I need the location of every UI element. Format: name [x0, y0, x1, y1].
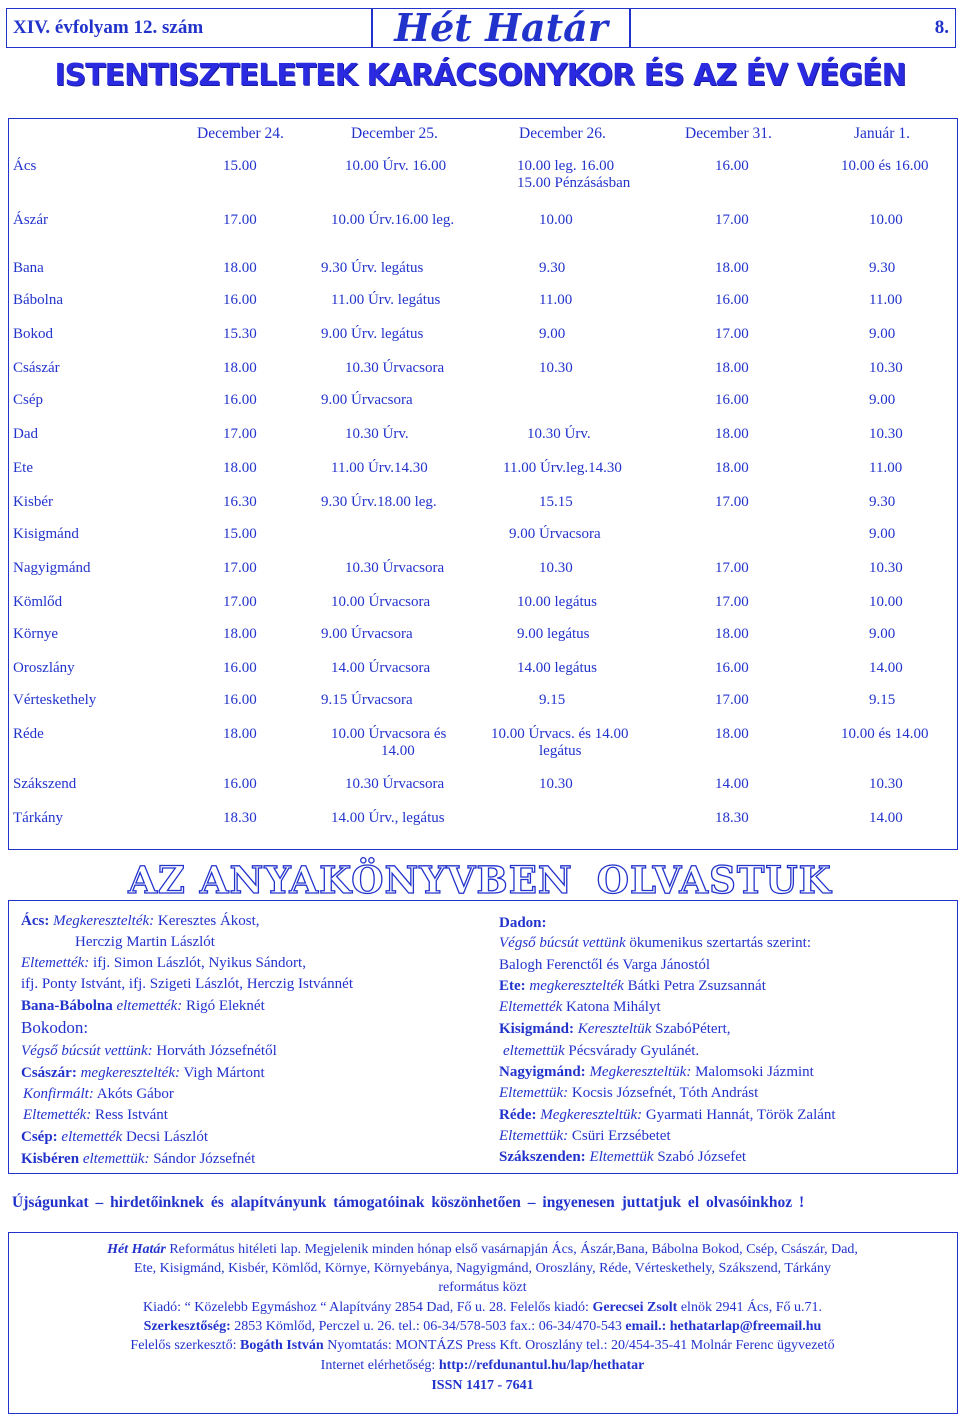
names: Pécsvárady Gyulánét. [564, 1043, 700, 1059]
names: Bátki Petra Zsuzsannát [623, 978, 766, 994]
service-time: 17.00 [715, 212, 749, 228]
names: SzabóPétert, [651, 1021, 731, 1037]
service-time: 10.00 leg. 16.00 [517, 158, 615, 174]
service-time: 17.00 [715, 594, 749, 610]
service-time: 10.30 Úrvacsora [345, 776, 445, 792]
registry-line [499, 1083, 758, 1103]
place-label: Dadon: [499, 915, 547, 931]
service-schedule-table [8, 118, 958, 850]
place-name: Ászár [13, 212, 48, 228]
registry-line [499, 1019, 731, 1039]
service-time: 15.00 Pénzásásban [517, 175, 631, 191]
masthead-title: Hét Határ [372, 8, 630, 48]
service-time: 9.15 [869, 692, 896, 708]
service-time: 18.30 [715, 810, 749, 826]
service-time: 10.00 Úrv. 16.00 [345, 158, 447, 174]
publisher-name: Gerecsei Zsolt [592, 1300, 678, 1315]
place-name: Kisbér [13, 494, 53, 510]
registry-line [23, 1084, 174, 1104]
service-time: 18.00 [715, 426, 749, 442]
editorial-label: Szerkesztőség: [143, 1319, 231, 1334]
service-time: 18.00 [223, 460, 257, 476]
service-time: 17.00 [223, 594, 257, 610]
registry-line [21, 1063, 265, 1083]
registry-box [8, 900, 958, 1174]
place-name: Ács [13, 158, 37, 174]
imprint-line [9, 1241, 956, 1259]
service-time: 9.00 Úrvacsora [509, 526, 601, 542]
imprint-line [9, 1357, 956, 1375]
service-time: 18.00 [715, 360, 749, 376]
publication-name: Hét Határ [107, 1242, 166, 1257]
service-time: 9.00 [869, 526, 896, 542]
service-time: 16.00 [715, 392, 749, 408]
service-time: 18.00 [223, 726, 257, 742]
service-time: 16.00 [223, 660, 257, 676]
place-name: Bábolna [13, 292, 63, 308]
place-name: Dad [13, 426, 38, 442]
service-time: 18.30 [223, 810, 257, 826]
registry-line [499, 933, 811, 953]
event-label: Megkereszteltük: [536, 1107, 643, 1123]
service-time: 9.00 [869, 626, 896, 642]
place-label: Bana-Bábolna [21, 998, 113, 1014]
service-time: 9.15 Úrvacsora [321, 692, 413, 708]
service-time: 9.30 [539, 260, 566, 276]
service-time: 18.00 [223, 626, 257, 642]
service-time: 16.30 [223, 494, 257, 510]
main-title: ISTENTISZTELETEK KARÁCSONYKOR ÉS AZ ÉV VÉGÉN [54, 58, 906, 93]
registry-section-title [30, 858, 930, 902]
page-number: 8. [630, 8, 956, 48]
column-header: December 26. [519, 125, 606, 142]
event-label: eltemették [57, 1129, 123, 1145]
service-time: 10.00 [869, 594, 903, 610]
column-header: December 25. [351, 125, 438, 142]
names: Kocsis Józsefnét, Tóth Andrást [568, 1085, 759, 1101]
registry-line [499, 955, 710, 975]
imprint-line [9, 1279, 956, 1297]
names: Keresztes Ákost, [154, 913, 260, 929]
service-time: 10.00 és 14.00 [841, 726, 929, 742]
imprint-text: 2853 Kömlőd, Perczel u. 26. tel.: 06-34/578-503 fax.: 06-34/470-543 [230, 1319, 626, 1334]
registry-line [21, 1127, 208, 1147]
event-label: Eltemették: [23, 1107, 92, 1123]
imprint-text: Internet elérhetőség: [320, 1358, 439, 1373]
names: Balogh Ferenctől és Varga Jánostól [499, 957, 711, 973]
place-label: Bokodon: [21, 1018, 89, 1037]
service-time: 10.00 Úrv.16.00 leg. [331, 212, 455, 228]
editor-name: Bogáth István [240, 1338, 324, 1353]
volume-issue: XIV. évfolyam 12. szám [6, 8, 372, 48]
service-time: 10.00 legátus [517, 594, 597, 610]
place-name: Réde [13, 726, 44, 742]
event-label: megkeresztelték [525, 978, 624, 994]
service-time: 18.00 [715, 460, 749, 476]
service-time: 10.30 [869, 426, 903, 442]
names: Akóts Gábor [93, 1086, 174, 1102]
event-label: Megkereszteltük: [585, 1064, 692, 1080]
event-label: eltemettük: [79, 1151, 150, 1167]
service-time: 10.00 és 16.00 [841, 158, 929, 174]
event-label: eltemettük [503, 1043, 565, 1059]
place-label: Réde: [499, 1107, 537, 1123]
names: Herczig Martin Lászlót [75, 934, 215, 950]
names: ifj. Simon Lászlót, Nyikus Sándort, [89, 955, 306, 971]
registry-line [499, 1147, 746, 1167]
service-time: 15.30 [223, 326, 257, 342]
place-name: Csép [13, 392, 43, 408]
registry-line [503, 1041, 699, 1061]
imprint-text: református közt [438, 1280, 527, 1295]
service-time: 9.30 [869, 494, 896, 510]
column-header: December 24. [197, 125, 284, 142]
names: Csüri Erzsébetet [568, 1128, 671, 1144]
place-name: Szákszend [13, 776, 77, 792]
service-time: 18.00 [715, 626, 749, 642]
service-time: 9.00 Úrv. legátus [321, 326, 424, 342]
registry-line [21, 1149, 255, 1169]
service-time: 10.00 [539, 212, 573, 228]
imprint-box [8, 1232, 958, 1414]
event-label: Eltemettük [585, 1149, 654, 1165]
place-name: Oroszlány [13, 660, 75, 676]
service-time: 9.00 [539, 326, 566, 342]
service-time: 10.00 Úrvacsora és [331, 726, 447, 742]
service-time: 11.00 Úrv.leg.14.30 [503, 460, 622, 476]
names: Rigó Eleknét [182, 998, 265, 1014]
names: Decsi Lászlót [122, 1129, 209, 1145]
registry-line [21, 953, 306, 973]
service-time: 10.30 Úrvacsora [345, 560, 445, 576]
service-time: 10.30 Úrv. [345, 426, 409, 442]
service-time: 15.00 [223, 158, 257, 174]
service-time: 10.30 [539, 776, 573, 792]
imprint-line [9, 1337, 956, 1355]
names: Gyarmati Hannát, Török Zalánt [642, 1107, 836, 1123]
service-time: 14.00 [869, 660, 903, 676]
names: ifj. Ponty Istvánt, ifj. Szigeti Lászlót, Herczig Istvánnét [21, 976, 354, 992]
place-name: Kisigmánd [13, 526, 79, 542]
service-time: 17.00 [715, 494, 749, 510]
service-time: 18.00 [223, 360, 257, 376]
service-time: 17.00 [715, 560, 749, 576]
service-time: 18.00 [223, 260, 257, 276]
service-time: 10.00 [869, 212, 903, 228]
registry-line [21, 911, 260, 931]
service-time: 14.00 legátus [517, 660, 597, 676]
service-time: 11.00 [539, 292, 573, 308]
service-time: 10.00 Úrvacsora [331, 594, 431, 610]
service-time: 10.00 Úrvacs. és 14.00 [491, 726, 629, 742]
service-time: 16.00 [715, 292, 749, 308]
service-time: 9.00 Úrvacsora [321, 626, 413, 642]
service-time: 9.30 Úrv. legátus [321, 260, 424, 276]
service-time: 11.00 [869, 460, 903, 476]
names: Vigh Mártont [179, 1065, 265, 1081]
column-header: Január 1. [854, 125, 910, 142]
event-label: Végső búcsút vettünk [499, 935, 626, 951]
names: Szabó Józsefet [653, 1149, 747, 1165]
service-time: 10.30 [539, 560, 573, 576]
imprint-line [9, 1260, 956, 1278]
service-time: 17.00 [715, 692, 749, 708]
service-time: 10.30 [869, 360, 903, 376]
service-time: 11.00 [869, 292, 903, 308]
service-time: 15.15 [539, 494, 573, 510]
registry-line [499, 976, 766, 996]
names: Sándor Józsefnét [149, 1151, 256, 1167]
service-time: 10.30 Úrv. [527, 426, 591, 442]
service-time: 14.00 Úrv., legátus [331, 810, 445, 826]
place-name: Tárkány [13, 810, 63, 826]
service-time: 14.00 [715, 776, 749, 792]
column-header: December 31. [685, 125, 772, 142]
service-time: 17.00 [223, 212, 257, 228]
place-label: Ács: [21, 913, 50, 929]
place-name: Bana [13, 260, 44, 276]
place-name: Bokod [13, 326, 54, 342]
page-header [6, 4, 956, 52]
imprint-text: Kiadó: “ Közelebb Egymáshoz “ Alapítvány 2854 Dad, Fő u. 28. Felelős kiadó: [142, 1300, 593, 1315]
service-time: 10.30 [869, 560, 903, 576]
service-time: 14.00 [869, 810, 903, 826]
names: Ress Istvánt [91, 1107, 168, 1123]
service-time: 16.00 [715, 660, 749, 676]
email-address: email.: hethatarlap@freemail.hu [625, 1319, 822, 1334]
place-label: Szákszenden: [499, 1149, 586, 1165]
registry-line [499, 1126, 671, 1146]
names: Malomsoki Jázmint [691, 1064, 814, 1080]
registry-line [499, 1062, 814, 1082]
place-label: Ete: [499, 978, 526, 994]
event-label: Eltemették: [21, 955, 90, 971]
service-time: 9.30 Úrv.18.00 leg. [321, 494, 437, 510]
imprint-text: Református hitéleti lap. Megjelenik minden hónap első vasárnapján Ács, Ászár,Bana, Bábolna Bokod, Csép, Császár, Dad, [165, 1242, 858, 1257]
website-link[interactable]: http://refdunantul.hu/lap/hethatar [438, 1358, 645, 1373]
place-label: Császár: [21, 1065, 77, 1081]
event-label: Eltemettük: [499, 1085, 569, 1101]
service-time: 16.00 [223, 292, 257, 308]
place-label: Kisigmánd: [499, 1021, 575, 1037]
place-name: Császár [13, 360, 60, 376]
registry-line [499, 913, 547, 933]
service-time: legátus [539, 743, 582, 759]
imprint-text: elnök 2941 Ács, Fő u.71. [677, 1300, 823, 1315]
place-label: Kisbéren [21, 1151, 80, 1167]
service-time: 10.30 [869, 776, 903, 792]
event-label: Kereszteltük [574, 1021, 652, 1037]
event-label: megkeresztelték: [76, 1065, 180, 1081]
place-label: Nagyigmánd: [499, 1064, 586, 1080]
service-time: 16.00 [715, 158, 749, 174]
service-time: 11.00 Úrv. legátus [331, 292, 441, 308]
names: Katona Mihályt [562, 999, 661, 1015]
service-time: 9.30 [869, 260, 896, 276]
service-time: 10.30 [539, 360, 573, 376]
registry-line [75, 932, 215, 952]
place-name: Nagyigmánd [13, 560, 91, 576]
service-time: 18.00 [715, 260, 749, 276]
imprint-text: Felelős szerkesztő: [130, 1338, 241, 1353]
names: ökumenikus szertartás szerint: [625, 935, 812, 951]
service-time: 17.00 [715, 326, 749, 342]
event-label: Végső búcsút vettünk: [21, 1043, 153, 1059]
service-time: 14.00 [381, 743, 415, 759]
registry-line [21, 1041, 277, 1061]
issn: ISSN 1417 - 7641 [431, 1378, 534, 1393]
place-name: Ete [13, 460, 33, 476]
event-label: eltemették: [112, 998, 183, 1014]
service-time: 18.00 [715, 726, 749, 742]
service-time: 17.00 [223, 560, 257, 576]
service-time: 17.00 [223, 426, 257, 442]
event-label: Eltemették [499, 999, 563, 1015]
registry-line [499, 997, 661, 1017]
service-time: 9.15 [539, 692, 566, 708]
service-time: 9.00 [869, 326, 896, 342]
service-time: 9.00 legátus [517, 626, 590, 642]
imprint-line [9, 1318, 956, 1336]
event-label: Megkeresztelték: [53, 913, 155, 929]
registry-line [21, 996, 265, 1016]
place-label: Csép: [21, 1129, 58, 1145]
registry-line [23, 1105, 168, 1125]
event-label: Konfirmált: [23, 1086, 94, 1102]
imprint-text: Ete, Kisigmánd, Kisbér, Kömlőd, Környe, Környebánya, Nagyigmánd, Oroszlány, Réde, Vérteskethely, Szákszend, Tárkány [134, 1261, 831, 1276]
service-time: 9.00 Úrvacsora [321, 392, 413, 408]
service-time: 16.00 [223, 692, 257, 708]
registry-title-part-2: OLVASTUK [596, 858, 832, 902]
names: Horváth Józsefnétől [152, 1043, 277, 1059]
service-time: 16.00 [223, 392, 257, 408]
service-time: 16.00 [223, 776, 257, 792]
registry-line [21, 974, 353, 994]
registry-line [499, 1105, 836, 1125]
service-time: 14.00 Úrvacsora [331, 660, 431, 676]
thanks-note: Újságunkat – hirdetőinknek és alapítványunk támogatóinak köszönhetően – ingyenesen juttatjuk el olvasóinkhoz ! [12, 1194, 805, 1211]
service-time: 11.00 Úrv.14.30 [331, 460, 428, 476]
place-name: Környe [13, 626, 58, 642]
registry-line [21, 1018, 88, 1039]
registry-title-part-1: AZ ANYAKÖNYVBEN [128, 858, 573, 902]
place-name: Vérteskethely [13, 692, 97, 708]
place-name: Kömlőd [13, 594, 63, 610]
service-time: 15.00 [223, 526, 257, 542]
event-label: Eltemettük: [499, 1128, 569, 1144]
imprint-text: Nyomtatás: MONTÁZS Press Kft. Oroszlány tel.: 20/454-35-41 Molnár Ferenc ügyvezető [323, 1338, 835, 1353]
service-time: 10.30 Úrvacsora [345, 360, 445, 376]
service-time: 9.00 [869, 392, 896, 408]
imprint-line [9, 1299, 956, 1317]
